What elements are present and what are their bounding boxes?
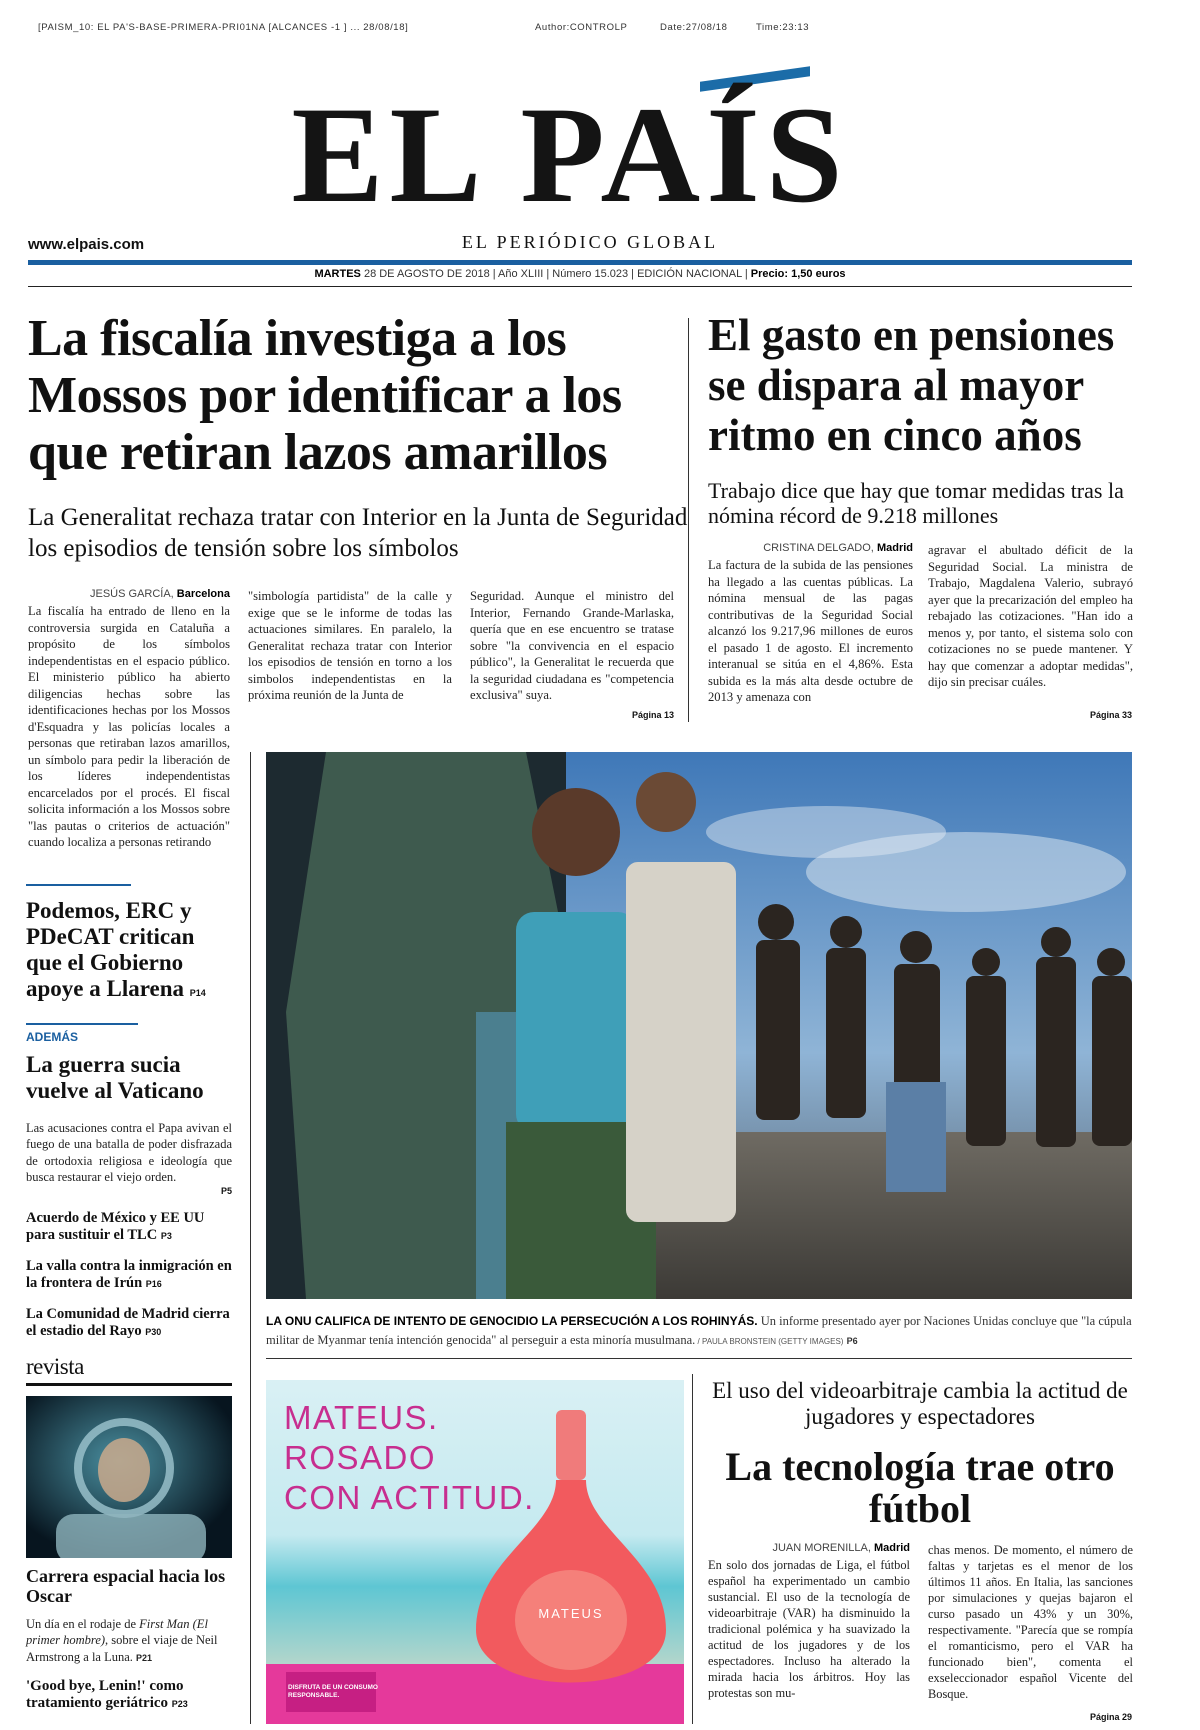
vaticano-headline[interactable]: La guerra sucia vuelve al Vaticano	[26, 1052, 204, 1103]
lead-body-col2: "simbología partidista" de la calle y exige que se le informe de todas las actuaciones similares. En paralelo, la Generalitat rechaza tratar con Interior los episodios de tensión en torno a los simbolos independentistas en la próxima reunión de la Junta de	[248, 589, 452, 702]
revista-rule	[26, 1383, 232, 1386]
caption-text: Un informe presentado ayer por Naciones Unidas concluye que "la cúpula militar de Myanmar tenía intención genocida" al perseguir a esta minoría musulmana.	[266, 1314, 1132, 1347]
ad-bottle-label: MATEUS	[538, 1606, 604, 1621]
oscar-ref: P21	[136, 1652, 153, 1663]
brief-irun-ref: P16	[145, 1279, 162, 1289]
sports-body-col1: En solo dos jornadas de Liga, el fútbol español ha experimentado un cambio sustancial. El uso de la tecnología de videoarbitraje (VAR) ha disminuido la tradicional polémica y ha suavizado la actitud de los jugadores y de los espectadores. Incluso ha alterado la mirada hacia los árbitros. Hoy las protestas son mu-	[708, 1558, 910, 1700]
dateline	[28, 268, 1132, 280]
brief-irun-text: La valla contra la inmigración en la frontera de Irún	[26, 1258, 232, 1291]
author-line: Author:CONTROLP	[535, 22, 628, 33]
website-link[interactable]: www.elpais.com	[28, 236, 145, 253]
caption-head: LA ONU CALIFICA DE INTENTO DE GENOCIDIO LA PERSECUCIÓN A LOS ROHINYÁS.	[266, 1314, 758, 1328]
sidebar-divider	[250, 752, 251, 1724]
lead-byline	[28, 588, 230, 600]
brief-mexico-text: Acuerdo de México y EE UU para sustituir el TLC	[26, 1210, 205, 1243]
lenin-headline-text: 'Good bye, Lenin!' como tratamiento geriátrico	[26, 1678, 184, 1711]
lead-body-col1: La fiscalía ha entrado de lleno en la controversia surgida en Cataluña a propósito de los símbolos independentistas en el espacio público. El ministerio público ha abierto diligencias hechas sobre las identificaciones hechas por los Mossos d'Esquadra y las policías locales a personas que retiraban lazos amarillos, un símbolo para pedir la liberación de los líderes independentistas encarcelados por el procés. El fiscal solicita información a los Mossos sobre "las pautas o criterios de actuación" cuando localiza a personas retirando	[28, 604, 230, 849]
oscar-film-spanish: (El primer hombre)	[26, 1617, 208, 1648]
sports-byline-name: JUAN MORENILLA,	[772, 1542, 874, 1554]
dateline-price: Precio: 1,50 euros	[750, 268, 846, 280]
masthead-rule	[28, 260, 1132, 265]
tagline: EL PERIÓDICO GLOBAL	[461, 232, 719, 252]
photo-caption	[266, 1312, 1132, 1351]
photo-credit: / PAULA BRONSTEIN (GETTY IMAGES)	[695, 1337, 844, 1346]
time-line-meta: Time:23:13	[756, 22, 810, 33]
pensions-body-col2: agravar el abultado déficit de la Seguridad Social. La ministra de Trabajo, Magdalena Valerio, subrayó ayer que la precarización del empleo ha rebajado las cotizaciones. "Han ido a menos y, por tanto, el sistema solo con cotizaciones no se puede mantener. Y hay que comenzar a adoptar medidas", dijo sin precisar cuáles.	[928, 543, 1133, 689]
pensions-byline-city: Madrid	[876, 542, 913, 554]
lenin-headline[interactable]	[26, 1678, 232, 1713]
lead-byline-city: Barcelona	[176, 588, 230, 600]
date-line-meta: Date:27/08/18	[660, 22, 728, 33]
ad-slogan-2: ROSADO	[284, 1439, 437, 1476]
oscar-text-b: , sobre el viaje de Neil Armstrong a la Luna.	[26, 1633, 218, 1664]
ad-slogan-1: MATEUS.	[284, 1399, 439, 1436]
brief-rayo-ref: P30	[145, 1327, 162, 1337]
mateus-ad[interactable]	[266, 1380, 684, 1724]
sports-byline-city: Madrid	[873, 1542, 910, 1554]
vaticano-text: Las acusaciones contra el Papa avivan el fuego de una batalla de poder disfrazada de ortodoxia religiosa e ideología que busca restaurar el viejo orden.	[26, 1121, 232, 1184]
revista-label: revista	[26, 1354, 84, 1379]
slug-line: [PAISM_10: EL PA'S-BASE-PRIMERA-PRI01NA [ALCANCES -1 ] ... 28/08/18]	[38, 22, 409, 33]
pensions-page-ref[interactable]: Página 33	[1089, 710, 1132, 720]
pensions-byline	[708, 542, 913, 554]
oscar-text	[26, 1616, 232, 1666]
ad-disclaimer: DISFRUTA DE UN CONSUMO RESPONSABLE.	[288, 1684, 378, 1699]
sports-kicker: El uso del videoarbitraje cambia la actitud de jugadores y espectadores	[712, 1378, 1128, 1429]
column-divider	[688, 318, 689, 722]
astronaut-image	[26, 1396, 232, 1558]
vaticano-ref[interactable]: P5	[220, 1186, 232, 1196]
astronaut-photo[interactable]	[26, 1396, 232, 1558]
brief-irun[interactable]	[26, 1258, 232, 1293]
podemos-headline[interactable]	[26, 898, 232, 1006]
rohingya-photo[interactable]	[266, 752, 1132, 1299]
pensions-body-col1: La factura de la subida de las pensiones ha llegado a las cuentas públicas. La nómina mensual de las pagas contributivas de la Seguridad Social alcanzó los 9.217,96 millones de euros el pasado 1 de agosto. El incremento interanual se sitúa en el 4,86%. Esta subida es la más alta desde octubre de 2013 y amenaza con	[708, 558, 913, 704]
lead-headline[interactable]: La fiscalía investiga a los Mossos por identificar a los que retiran lazos amarillos	[28, 310, 622, 481]
pensions-byline-name: CRISTINA DELGADO,	[763, 542, 877, 554]
sports-headline[interactable]: La tecnología trae otro fútbol	[725, 1444, 1115, 1531]
dateline-info: 28 DE AGOSTO DE 2018 | Año XLIII | Número 15.023 | EDICIÓN NACIONAL |	[360, 268, 751, 280]
rohingya-image	[266, 752, 1132, 1299]
sidebar-rule-1	[26, 884, 131, 886]
brief-rayo-text: La Comunidad de Madrid cierra el estadio del Rayo	[26, 1306, 230, 1339]
dateline-day: MARTES	[314, 268, 361, 280]
lead-byline-name: JESÚS GARCÍA,	[90, 588, 177, 600]
brief-rayo[interactable]	[26, 1306, 232, 1341]
caption-rule	[266, 1358, 1132, 1359]
ad-divider	[692, 1374, 693, 1724]
oscar-film-title: First Man	[139, 1617, 190, 1631]
photo-ref: P6	[846, 1336, 858, 1346]
sports-body-col2: chas menos. De momento, el número de faltas y tarjetas es el menor de los últimos 11 años. En Italia, las sanciones por simulaciones y quejas bajaron el curso pasado un 43% y un 30%, respectivamente. "Parecía que se rompía el romanticismo, pero el VAR ha funcionado bien", comenta el exseleccionador español Vicente del Bosque.	[928, 1543, 1133, 1701]
brief-mexico-ref: P3	[160, 1231, 172, 1241]
masthead-logo: EL PAÍS	[291, 78, 849, 231]
oscar-headline[interactable]: Carrera espacial hacia los Oscar	[26, 1566, 226, 1606]
pensions-deck: Trabajo dice que hay que tomar medidas tras la nómina récord de 9.218 millones	[708, 478, 1124, 528]
pensions-headline[interactable]: El gasto en pensiones se dispara al mayor ritmo en cinco años	[708, 310, 1115, 460]
dateline-rule	[28, 286, 1132, 287]
lead-body-col3: Seguridad. Aunque el ministro del Interior, Fernando Grande-Marlaska, quería que en ese encuentro se tratase sobre "la convivencia en el espacio público", la Generalitat le recuerda que la seguridad ciudadana es "competencia exclusiva" suya.	[470, 589, 674, 702]
brief-mexico[interactable]	[26, 1210, 232, 1245]
podemos-headline-text: Podemos, ERC y PDeCAT critican que el Gobierno apoye a Llarena	[26, 898, 195, 1001]
ad-slogan-3: CON ACTITUD.	[284, 1479, 535, 1516]
ademas-label: ADEMÁS	[26, 1030, 79, 1044]
sports-page-ref[interactable]: Página 29	[1089, 1712, 1132, 1722]
lead-deck: La Generalitat rechaza tratar con Interior en la Junta de Seguridad los episodios de tensión sobre los símbolos	[28, 504, 688, 562]
lead-page-ref[interactable]: Página 13	[631, 710, 674, 720]
sports-byline	[708, 1542, 910, 1554]
oscar-text-a: Un día en el rodaje de	[26, 1617, 140, 1631]
sidebar-rule-2	[26, 1023, 138, 1025]
lenin-ref: P23	[171, 1699, 188, 1709]
podemos-ref: P14	[189, 988, 206, 998]
